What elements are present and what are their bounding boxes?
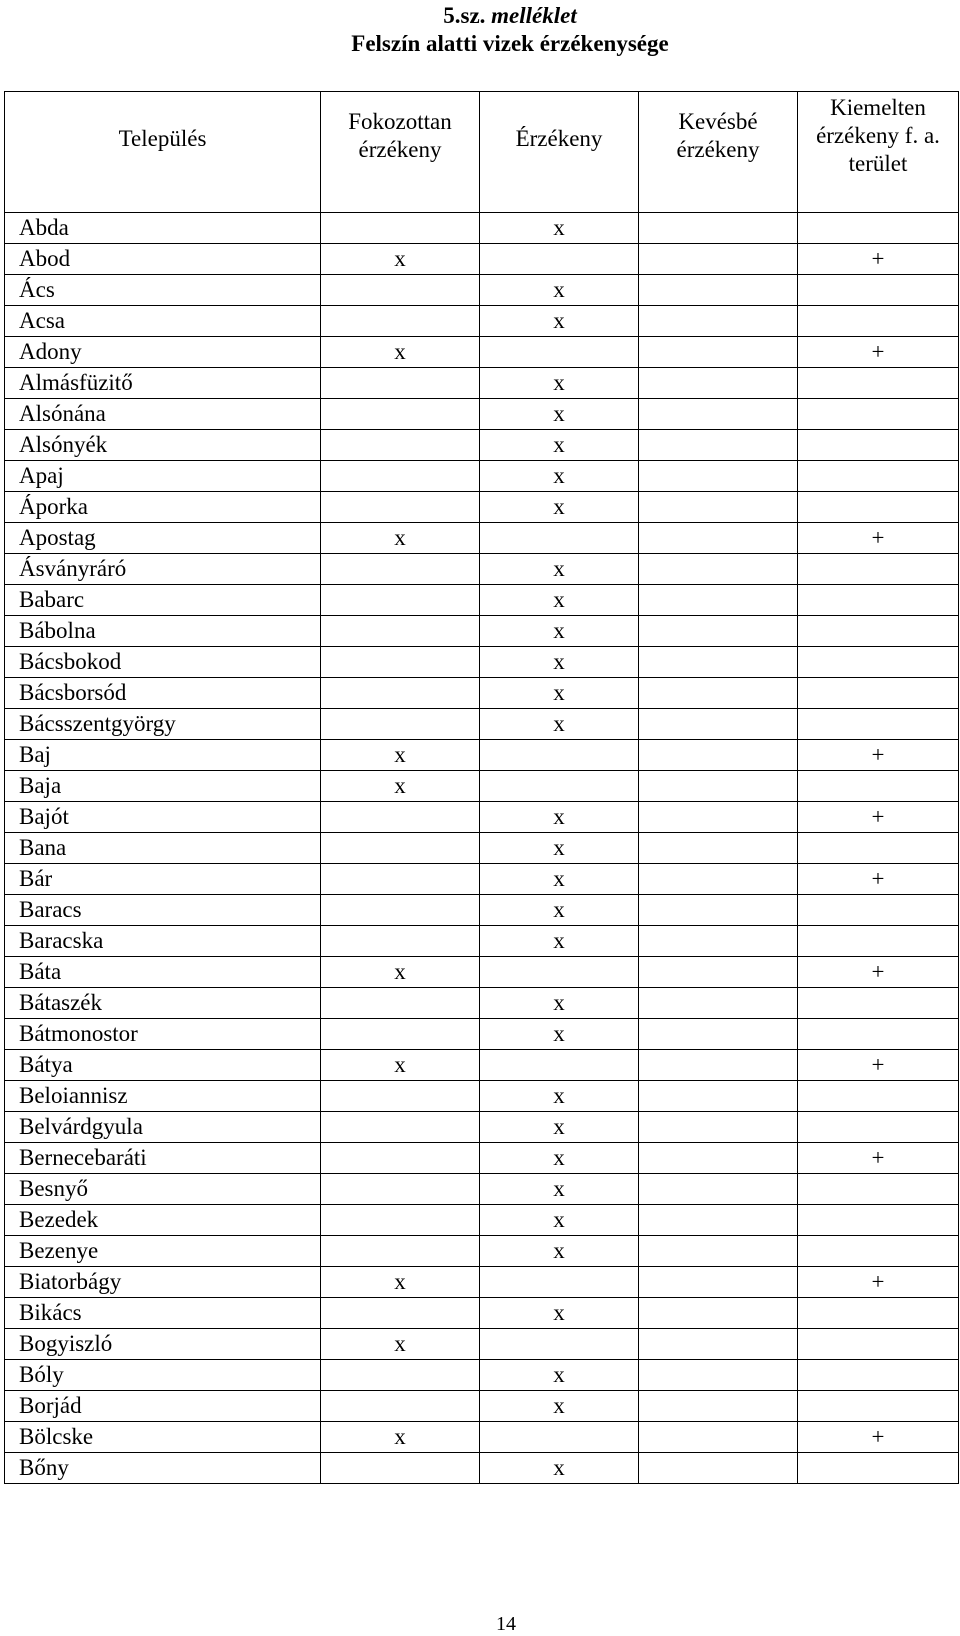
table-cell: + bbox=[798, 957, 959, 988]
settlement-name: Apostag bbox=[5, 523, 321, 554]
table-cell bbox=[798, 275, 959, 306]
table-cell bbox=[639, 895, 798, 926]
table-cell bbox=[480, 957, 639, 988]
table-row bbox=[5, 461, 959, 492]
table-cell bbox=[321, 585, 480, 616]
table-cell bbox=[639, 213, 798, 244]
table-cell bbox=[798, 1453, 959, 1484]
table-cell bbox=[639, 306, 798, 337]
settlement-name: Bana bbox=[5, 833, 321, 864]
table-cell: x bbox=[480, 1081, 639, 1112]
table-cell: x bbox=[480, 1174, 639, 1205]
table-cell: x bbox=[480, 864, 639, 895]
table-row bbox=[5, 368, 959, 399]
table-cell: + bbox=[798, 802, 959, 833]
settlement-name: Alsónyék bbox=[5, 430, 321, 461]
table-row bbox=[5, 957, 959, 988]
table-cell bbox=[639, 678, 798, 709]
table-cell bbox=[798, 1391, 959, 1422]
table-row bbox=[5, 523, 959, 554]
settlement-name: Baracska bbox=[5, 926, 321, 957]
table-cell bbox=[639, 1205, 798, 1236]
table-cell bbox=[321, 678, 480, 709]
table-cell: x bbox=[321, 337, 480, 368]
table-cell bbox=[639, 1236, 798, 1267]
table-cell: + bbox=[798, 1143, 959, 1174]
table-row bbox=[5, 1422, 959, 1453]
table-row bbox=[5, 926, 959, 957]
table-row bbox=[5, 895, 959, 926]
table-cell bbox=[321, 461, 480, 492]
table-row bbox=[5, 740, 959, 771]
table-cell bbox=[480, 337, 639, 368]
table-cell: x bbox=[480, 1360, 639, 1391]
table-cell bbox=[639, 616, 798, 647]
table-cell: x bbox=[480, 554, 639, 585]
table-cell: x bbox=[480, 1453, 639, 1484]
table-cell bbox=[639, 1081, 798, 1112]
table-cell bbox=[321, 1298, 480, 1329]
table-cell bbox=[798, 1019, 959, 1050]
table-cell bbox=[639, 1174, 798, 1205]
table-cell bbox=[798, 461, 959, 492]
table-cell: x bbox=[480, 1236, 639, 1267]
table-cell bbox=[321, 1112, 480, 1143]
table-cell bbox=[639, 1422, 798, 1453]
table-row bbox=[5, 306, 959, 337]
table-row bbox=[5, 1329, 959, 1360]
sensitivity-table bbox=[4, 91, 959, 1484]
table-cell: x bbox=[480, 492, 639, 523]
table-row bbox=[5, 585, 959, 616]
table-cell: x bbox=[480, 585, 639, 616]
table-cell bbox=[798, 678, 959, 709]
settlement-name: Almásfüzitő bbox=[5, 368, 321, 399]
settlement-name: Bácsborsód bbox=[5, 678, 321, 709]
settlement-name: Áporka bbox=[5, 492, 321, 523]
table-row bbox=[5, 1453, 959, 1484]
table-cell bbox=[321, 554, 480, 585]
table-row bbox=[5, 1174, 959, 1205]
table-cell: + bbox=[798, 523, 959, 554]
table-cell bbox=[321, 1019, 480, 1050]
table-cell: x bbox=[480, 461, 639, 492]
table-cell: x bbox=[480, 647, 639, 678]
annex-word: melléklet bbox=[491, 3, 577, 28]
settlement-name: Bernecebaráti bbox=[5, 1143, 321, 1174]
table-row bbox=[5, 647, 959, 678]
table-cell bbox=[639, 1112, 798, 1143]
table-cell bbox=[798, 895, 959, 926]
table-body bbox=[5, 213, 959, 1484]
table-row bbox=[5, 337, 959, 368]
table-cell bbox=[639, 461, 798, 492]
settlement-name: Ács bbox=[5, 275, 321, 306]
table-cell bbox=[798, 1360, 959, 1391]
table-cell bbox=[321, 1360, 480, 1391]
column-header-settlement: Település bbox=[5, 92, 321, 213]
table-cell bbox=[321, 709, 480, 740]
column-header-sensitive: Érzékeny bbox=[480, 92, 639, 213]
table-cell bbox=[798, 1112, 959, 1143]
table-cell bbox=[639, 554, 798, 585]
table-cell bbox=[321, 430, 480, 461]
table-cell: + bbox=[798, 1050, 959, 1081]
table-cell bbox=[798, 306, 959, 337]
table-row bbox=[5, 988, 959, 1019]
table-row bbox=[5, 1050, 959, 1081]
table-row bbox=[5, 802, 959, 833]
table-cell bbox=[639, 399, 798, 430]
table-cell bbox=[639, 771, 798, 802]
table-cell: + bbox=[798, 1267, 959, 1298]
table-cell: x bbox=[480, 399, 639, 430]
table-cell bbox=[798, 647, 959, 678]
table-cell bbox=[639, 988, 798, 1019]
table-cell: x bbox=[480, 1391, 639, 1422]
table-row bbox=[5, 492, 959, 523]
table-cell bbox=[639, 647, 798, 678]
table-cell bbox=[798, 1298, 959, 1329]
table-row bbox=[5, 1112, 959, 1143]
table-cell bbox=[321, 895, 480, 926]
table-cell: x bbox=[480, 926, 639, 957]
table-cell: x bbox=[480, 1298, 639, 1329]
table-cell: + bbox=[798, 740, 959, 771]
table-cell bbox=[321, 1391, 480, 1422]
table-cell bbox=[639, 1019, 798, 1050]
table-cell: + bbox=[798, 1422, 959, 1453]
table-cell bbox=[798, 833, 959, 864]
table-cell: + bbox=[798, 244, 959, 275]
table-cell bbox=[639, 585, 798, 616]
settlement-name: Adony bbox=[5, 337, 321, 368]
table-row bbox=[5, 864, 959, 895]
table-cell: x bbox=[480, 213, 639, 244]
settlement-name: Abod bbox=[5, 244, 321, 275]
table-cell bbox=[321, 864, 480, 895]
table-cell bbox=[798, 368, 959, 399]
table-cell bbox=[480, 771, 639, 802]
settlement-name: Bóly bbox=[5, 1360, 321, 1391]
settlement-name: Abda bbox=[5, 213, 321, 244]
table-header-row bbox=[5, 92, 959, 213]
settlement-name: Ásványráró bbox=[5, 554, 321, 585]
table-cell bbox=[639, 1267, 798, 1298]
table-cell: x bbox=[321, 771, 480, 802]
table-row bbox=[5, 616, 959, 647]
table-cell bbox=[480, 1050, 639, 1081]
table-cell bbox=[321, 1174, 480, 1205]
table-cell bbox=[321, 399, 480, 430]
table-cell bbox=[321, 1236, 480, 1267]
table-cell bbox=[639, 1329, 798, 1360]
table-cell bbox=[321, 988, 480, 1019]
table-cell bbox=[321, 926, 480, 957]
table-cell bbox=[798, 430, 959, 461]
table-row bbox=[5, 771, 959, 802]
settlement-name: Bátmonostor bbox=[5, 1019, 321, 1050]
table-cell bbox=[639, 275, 798, 306]
settlement-name: Beloiannisz bbox=[5, 1081, 321, 1112]
settlement-name: Baj bbox=[5, 740, 321, 771]
table-cell bbox=[639, 957, 798, 988]
table-cell bbox=[639, 1391, 798, 1422]
table-cell bbox=[639, 1453, 798, 1484]
settlement-name: Bajót bbox=[5, 802, 321, 833]
table-cell: x bbox=[480, 802, 639, 833]
table-cell bbox=[798, 492, 959, 523]
table-cell bbox=[798, 988, 959, 1019]
table-cell bbox=[321, 492, 480, 523]
table-cell bbox=[480, 1329, 639, 1360]
settlement-name: Bár bbox=[5, 864, 321, 895]
table-cell: x bbox=[480, 368, 639, 399]
table-cell bbox=[798, 616, 959, 647]
settlement-name: Bábolna bbox=[5, 616, 321, 647]
table-cell bbox=[321, 1143, 480, 1174]
table-cell bbox=[480, 740, 639, 771]
table-cell: x bbox=[321, 957, 480, 988]
table-cell bbox=[639, 368, 798, 399]
table-row bbox=[5, 709, 959, 740]
table-cell: x bbox=[321, 740, 480, 771]
table-cell bbox=[639, 1360, 798, 1391]
table-cell: x bbox=[480, 430, 639, 461]
table-cell bbox=[321, 306, 480, 337]
table-cell bbox=[798, 1205, 959, 1236]
table-cell bbox=[639, 740, 798, 771]
column-header-highly-sensitive: Fokozottan érzékeny bbox=[321, 92, 480, 213]
table-row bbox=[5, 213, 959, 244]
table-row bbox=[5, 275, 959, 306]
table-cell bbox=[798, 1329, 959, 1360]
settlement-name: Bogyiszló bbox=[5, 1329, 321, 1360]
table-cell: x bbox=[480, 988, 639, 1019]
table-cell: x bbox=[480, 1019, 639, 1050]
table-cell bbox=[480, 1422, 639, 1453]
table-cell bbox=[480, 1267, 639, 1298]
table-cell bbox=[321, 368, 480, 399]
table-cell: x bbox=[480, 678, 639, 709]
table-cell bbox=[798, 554, 959, 585]
annex-label bbox=[0, 2, 960, 30]
page-number: 14 bbox=[496, 1613, 516, 1635]
table-cell: x bbox=[321, 1050, 480, 1081]
table-cell bbox=[639, 1298, 798, 1329]
table-cell: x bbox=[480, 306, 639, 337]
table-cell bbox=[798, 585, 959, 616]
table-row bbox=[5, 678, 959, 709]
annex-prefix: 5.sz. bbox=[443, 3, 486, 28]
table-cell bbox=[639, 802, 798, 833]
table-row bbox=[5, 1236, 959, 1267]
settlement-name: Bikács bbox=[5, 1298, 321, 1329]
table-cell: x bbox=[480, 1112, 639, 1143]
table-cell bbox=[639, 492, 798, 523]
settlement-name: Bácsbokod bbox=[5, 647, 321, 678]
table-cell bbox=[480, 523, 639, 554]
table-cell bbox=[798, 1236, 959, 1267]
document-title: Felszín alatti vizek érzékenysége bbox=[351, 31, 669, 56]
table-cell bbox=[321, 647, 480, 678]
table-row bbox=[5, 833, 959, 864]
table-cell bbox=[798, 213, 959, 244]
table-cell bbox=[798, 771, 959, 802]
table-cell bbox=[798, 926, 959, 957]
table-cell: x bbox=[480, 1205, 639, 1236]
table-cell bbox=[321, 1081, 480, 1112]
settlement-name: Alsónána bbox=[5, 399, 321, 430]
table-row bbox=[5, 244, 959, 275]
table-row bbox=[5, 554, 959, 585]
settlement-name: Bölcske bbox=[5, 1422, 321, 1453]
table-cell bbox=[321, 275, 480, 306]
table-cell bbox=[639, 709, 798, 740]
settlement-name: Bátya bbox=[5, 1050, 321, 1081]
settlement-name: Borjád bbox=[5, 1391, 321, 1422]
settlement-name: Bezedek bbox=[5, 1205, 321, 1236]
settlement-name: Babarc bbox=[5, 585, 321, 616]
table-row bbox=[5, 1205, 959, 1236]
table-cell bbox=[798, 709, 959, 740]
table-cell bbox=[639, 833, 798, 864]
table-cell: x bbox=[321, 244, 480, 275]
table-cell bbox=[639, 523, 798, 554]
settlement-name: Bezenye bbox=[5, 1236, 321, 1267]
table-cell bbox=[639, 1050, 798, 1081]
settlement-name: Bátaszék bbox=[5, 988, 321, 1019]
settlement-name: Acsa bbox=[5, 306, 321, 337]
table-cell bbox=[321, 1205, 480, 1236]
column-header-priority-area: Kiemelten érzékeny f. a. terület bbox=[798, 92, 959, 213]
table-cell: x bbox=[321, 523, 480, 554]
table-cell: x bbox=[480, 275, 639, 306]
table-cell: x bbox=[480, 895, 639, 926]
table-cell: x bbox=[321, 1422, 480, 1453]
settlement-name: Baja bbox=[5, 771, 321, 802]
settlement-name: Bőny bbox=[5, 1453, 321, 1484]
table-row bbox=[5, 1298, 959, 1329]
settlement-name: Apaj bbox=[5, 461, 321, 492]
table-cell bbox=[321, 1453, 480, 1484]
settlement-name: Báta bbox=[5, 957, 321, 988]
table-cell bbox=[321, 833, 480, 864]
column-header-less-sensitive: Kevésbé érzékeny bbox=[639, 92, 798, 213]
table-row bbox=[5, 399, 959, 430]
settlement-name: Besnyő bbox=[5, 1174, 321, 1205]
table-row bbox=[5, 1019, 959, 1050]
settlement-name: Biatorbágy bbox=[5, 1267, 321, 1298]
table-cell: x bbox=[480, 833, 639, 864]
table-row bbox=[5, 1360, 959, 1391]
table-cell: x bbox=[480, 1143, 639, 1174]
table-cell bbox=[639, 1143, 798, 1174]
table-cell bbox=[639, 926, 798, 957]
settlement-name: Baracs bbox=[5, 895, 321, 926]
settlement-name: Bácsszentgyörgy bbox=[5, 709, 321, 740]
table-row bbox=[5, 1081, 959, 1112]
table-cell: x bbox=[480, 709, 639, 740]
table-cell bbox=[480, 244, 639, 275]
table-cell: x bbox=[321, 1267, 480, 1298]
table-cell: + bbox=[798, 864, 959, 895]
table-cell: x bbox=[321, 1329, 480, 1360]
table-cell bbox=[798, 1081, 959, 1112]
table-row bbox=[5, 1267, 959, 1298]
table-cell bbox=[639, 430, 798, 461]
table-cell: x bbox=[480, 616, 639, 647]
table-row bbox=[5, 1391, 959, 1422]
table-cell bbox=[798, 1174, 959, 1205]
table-cell: + bbox=[798, 337, 959, 368]
table-cell bbox=[639, 244, 798, 275]
table-row bbox=[5, 1143, 959, 1174]
table-cell bbox=[639, 864, 798, 895]
table-cell bbox=[798, 399, 959, 430]
table-row bbox=[5, 430, 959, 461]
table-cell bbox=[321, 616, 480, 647]
table-cell bbox=[639, 337, 798, 368]
table-cell bbox=[321, 802, 480, 833]
table-cell bbox=[321, 213, 480, 244]
settlement-name: Belvárdgyula bbox=[5, 1112, 321, 1143]
